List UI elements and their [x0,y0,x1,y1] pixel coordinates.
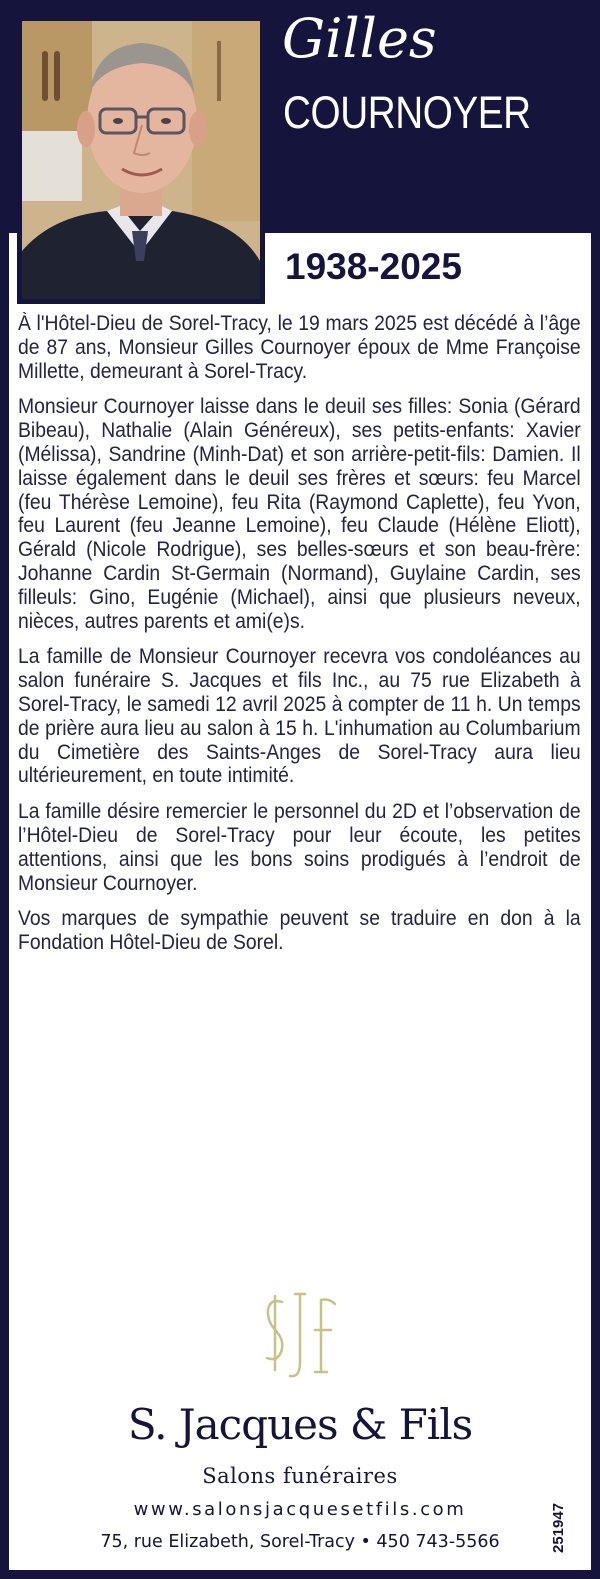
sjf-monogram-icon [255,1290,345,1386]
portrait-icon [22,21,260,299]
life-years: 1938-2025 [285,246,462,287]
paragraph-death-notice: À l'Hôtel-Dieu de Sorel-Tracy, le 19 mars 2025 est décédé à l’âge de 87 ans, Monsieur Gilles Cournoyer époux de Mme Françoise Millette, demeurant à Sorel-Tracy. [18,312,581,383]
sjf-monogram-logo [255,1290,345,1386]
website-link[interactable]: www.salonsjacquesetfils.com [133,1499,467,1520]
first-name: Gilles [282,7,437,70]
paragraph-family: Monsieur Cournoyer laisse dans le deuil ses filles: Sonia (Gérard Bibeau), Nathalie (Alain Généreux), ses petits-enfants: Xavier (Mélissa), Sandrine (Minh-Dat) et son arrière-petit-fils: Damien. Il laisse également dans le deuil ses frères et sœurs: feu Marcel (feu Thérèse Lemoine), feu Rita (Raymond Caplette), feu Yvon, feu Laurent (feu Jeanne Lemoine), feu Claude (Hélène Eliott), Gérald (Nicole Rodrigue), ses belles-sœurs et son beau-frère: Johanne Cardin St-Germain (Normand), Guylaine Cardin, ses filleuls: Gino, Eugénie (Michael), ainsi que plusieurs neveux, nièces, autres parents et ami(e)s. [18,395,581,633]
paragraph-condolences: La famille de Monsieur Cournoyer recevra vos condoléances au salon funéraire S. Jacques et fils Inc., au 75 rue Elizabeth à Sorel-Tracy, le samedi 12 avril 2025 à compter de 11 h. Un temps de prière aura lieu au salon à 15 h. L'inhumation au Columbarium du Cimetière des Saints-Anges de Sorel-Tracy aura lieu ultérieurement, en toute intimité. [18,645,581,788]
company-subtitle: Salons funéraires [202,1464,398,1488]
portrait-photo [17,16,265,304]
company-address: 75, rue Elizabeth, Sorel-Tracy • 450 743-5566 [100,1532,500,1552]
last-name: COURNOYER [283,87,531,138]
company-name: S. Jacques & Fils [127,1400,473,1449]
reference-number: 251947 [550,1502,567,1553]
paragraph-donation: Vos marques de sympathie peuvent se traduire en don à la Fondation Hôtel-Dieu de Sorel. [18,907,581,955]
paragraph-thanks: La famille désire remercier le personnel du 2D et l’observation de l’Hôtel-Dieu de Sorel-Tracy pour leur écoute, les petites attentions, ainsi que les bons soins prodigués à l’endroit de Monsieur Cournoyer. [18,800,581,895]
obituary-text [18,312,581,967]
